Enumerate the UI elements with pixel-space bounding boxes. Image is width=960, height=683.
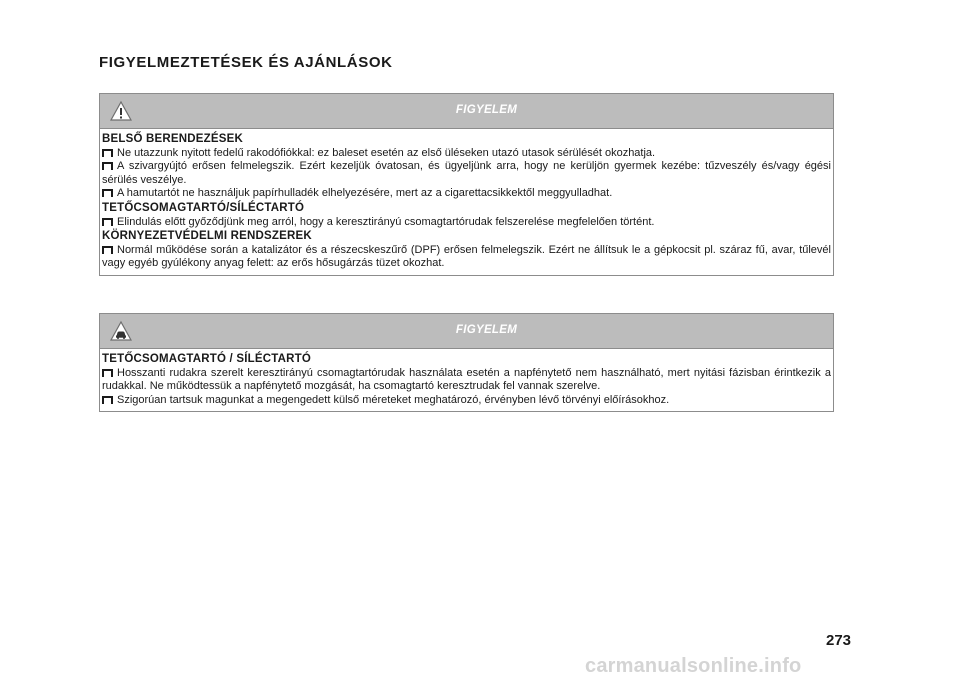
list-item: A szivargyújtó erősen felmelegszik. Ezért kezeljük óvatosan, és ügyeljünk arra, hogy ne kerüljön gyermek kezébe: tűzveszély és/vagy égési sérülés veszélye.	[102, 160, 831, 186]
list-item: A hamutartót ne használjuk papírhulladék elhelyezésére, mert az a cigarettacsikkektől meggyulladhat.	[102, 187, 831, 201]
bullet-icon	[102, 246, 113, 254]
warning-box-1	[99, 93, 834, 276]
page-title: FIGYELMEZTETÉSEK ÉS AJÁNLÁSOK	[99, 54, 393, 71]
warning-header	[100, 94, 833, 129]
warning-header-label: FIGYELEM	[455, 324, 518, 336]
bullet-icon	[102, 162, 113, 170]
list-item: Ne utazzunk nyitott fedelű rakodófiókkal: ez baleset esetén az első üléseken utazó utasok sérülését okozhatja.	[102, 147, 831, 161]
bullet-icon	[102, 396, 113, 404]
warning-box-2	[99, 313, 834, 412]
list-item: Elindulás előtt győződjünk meg arról, hogy a keresztirányú csomagtartórudak felszerelése megfelelően történt.	[102, 216, 831, 230]
watermark: carmanualsonline.info	[585, 655, 802, 677]
list-item: Szigorúan tartsuk magunkat a megengedett külső méreteket meghatározó, érvényben lévő törvényi előírásokhoz.	[102, 394, 831, 408]
bullet-icon	[102, 218, 113, 226]
list-item: Hosszanti rudakra szerelt keresztirányú csomagtartórudak használata esetén a napfénytető nem használható, mert nyitási fázisban érintkezik a rudakkal. Ne működtessük a napfénytető mozgását, ha csomagtartó keresztrudak fel vannak szerelve.	[102, 366, 831, 393]
warning-header	[100, 314, 833, 349]
warning-body	[100, 129, 833, 275]
warning-header-label: FIGYELEM	[455, 104, 518, 116]
bullet-icon	[102, 369, 113, 377]
warning-body	[100, 349, 833, 411]
section-title: TETŐCSOMAGTARTÓ / SÍLÉCTARTÓ	[102, 353, 311, 365]
section-title: BELSŐ BERENDEZÉSEK	[102, 133, 243, 145]
bullet-icon	[102, 189, 113, 197]
section-title: KÖRNYEZETVÉDELMI RENDSZEREK	[102, 230, 312, 243]
list-item: Normál működése során a katalizátor és a részecskeszűrő (DPF) erősen felmelegszik. Ezért ne állítsuk le a gépkocsit pl. száraz fű, avar, tűlevél vagy egyéb gyúlékony anyag felett: az erős hősugárzás tüzet okozhat.	[102, 243, 831, 270]
bullet-icon	[102, 149, 113, 157]
section-title: TETŐCSOMAGTARTÓ/SÍLÉCTARTÓ	[102, 201, 305, 214]
page-number: 273	[826, 632, 852, 649]
